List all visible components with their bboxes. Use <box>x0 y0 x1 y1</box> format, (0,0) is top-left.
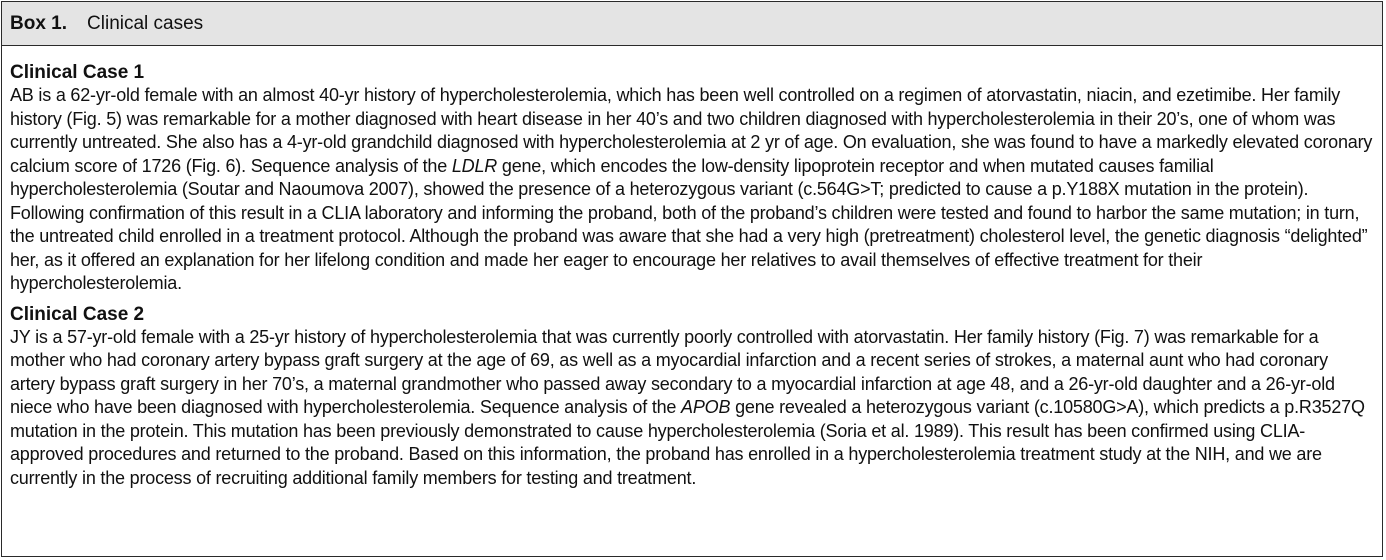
box-header <box>2 2 1382 46</box>
box-label: Box 1. <box>10 12 68 34</box>
case-1-gene-name: LDLR <box>451 155 498 176</box>
case-2-text-part-1: JY is a 57-yr-old female with a 25-yr history of hypercholesterolemia that was currently poorly controlled with atorvastatin. Her family history (Fig. 7) was remarkable for a mother who had coronary artery bypass graft surgery at the age of 69, as well as a myocardial infarction and a recent series of strokes, a maternal aunt who had coronary artery bypass graft surgery in her 70’s, a maternal grandmother who passed away secondary to a myocardial infarction at age 48, and a 26-yr-old daughter and a 26-yr-old niece who have been diagnosed with hypercholesterolemia. Sequence analysis of the <box>10 326 1335 417</box>
case-2-gene-name: APOB <box>681 397 731 417</box>
clinical-case-1 <box>10 62 1374 296</box>
case-1-title: Clinical Case 1 <box>10 62 145 83</box>
clinical-cases-box <box>1 1 1383 557</box>
case-2-text <box>10 326 1374 491</box>
case-1-text-part-2: gene, which encodes the low-density lipoprotein receptor and when mutated causes familial hypercholesterolemia (Soutar and Naoumova 2007), showed the presence of a heterozygous variant (c.564G>T; predicted to cause a p.Y188X mutation in the protein). Following confirmation of this result in a CLIA laboratory and informing the proband, both of the proband’s children were tested and found to harbor the same mutation; in turn, the untreated child enrolled in a treatment protocol. Although the proband was aware that she had a very high (pretreatment) cholesterol level, the genetic diagnosis “delighted” her, as it offered an explanation for her lifelong condition and made her eager to encourage her relatives to avail themselves of effective treatment for their hypercholesterolemia. <box>10 155 1368 293</box>
box-content <box>2 46 1382 490</box>
case-2-title: Clinical Case 2 <box>10 303 145 325</box>
case-2-text-part-2: gene revealed a heterozygous variant (c.10580G>A), which predicts a p.R3527Q mutation in the protein. This mutation has been previously demonstrated to cause hypercholesterolemia (Soria et al. 1989). This result has been confirmed using CLIA-approved procedures and returned to the proband. Based on this information, the proband has enrolled in a hypercholesterolemia treatment study at the NIH, and we are currently in the process of recruiting additional family members for testing and treatment. <box>10 397 1365 488</box>
case-1-text-part-1: AB is a 62-yr-old female with an almost 40-yr history of hypercholesterolemia, which has been well controlled on a regimen of atorvastatin, niacin, and ezetimibe. Her family history (Fig. 5) was remarkable for a mother diagnosed with heart disease in her 40’s and two children diagnosed with hypercholesterolemia in their 20’s, one of whom was currently untreated. She also has a 4-yr-old grandchild diagnosed with hypercholesterolemia at 2 yr of age. On evaluation, she was found to have a markedly elevated coronary calcium score of 1726 (Fig. 6). Sequence analysis of the <box>10 85 1373 176</box>
box-title: Clinical cases <box>87 12 204 34</box>
clinical-case-2 <box>10 304 1374 491</box>
case-1-text <box>10 84 1374 296</box>
